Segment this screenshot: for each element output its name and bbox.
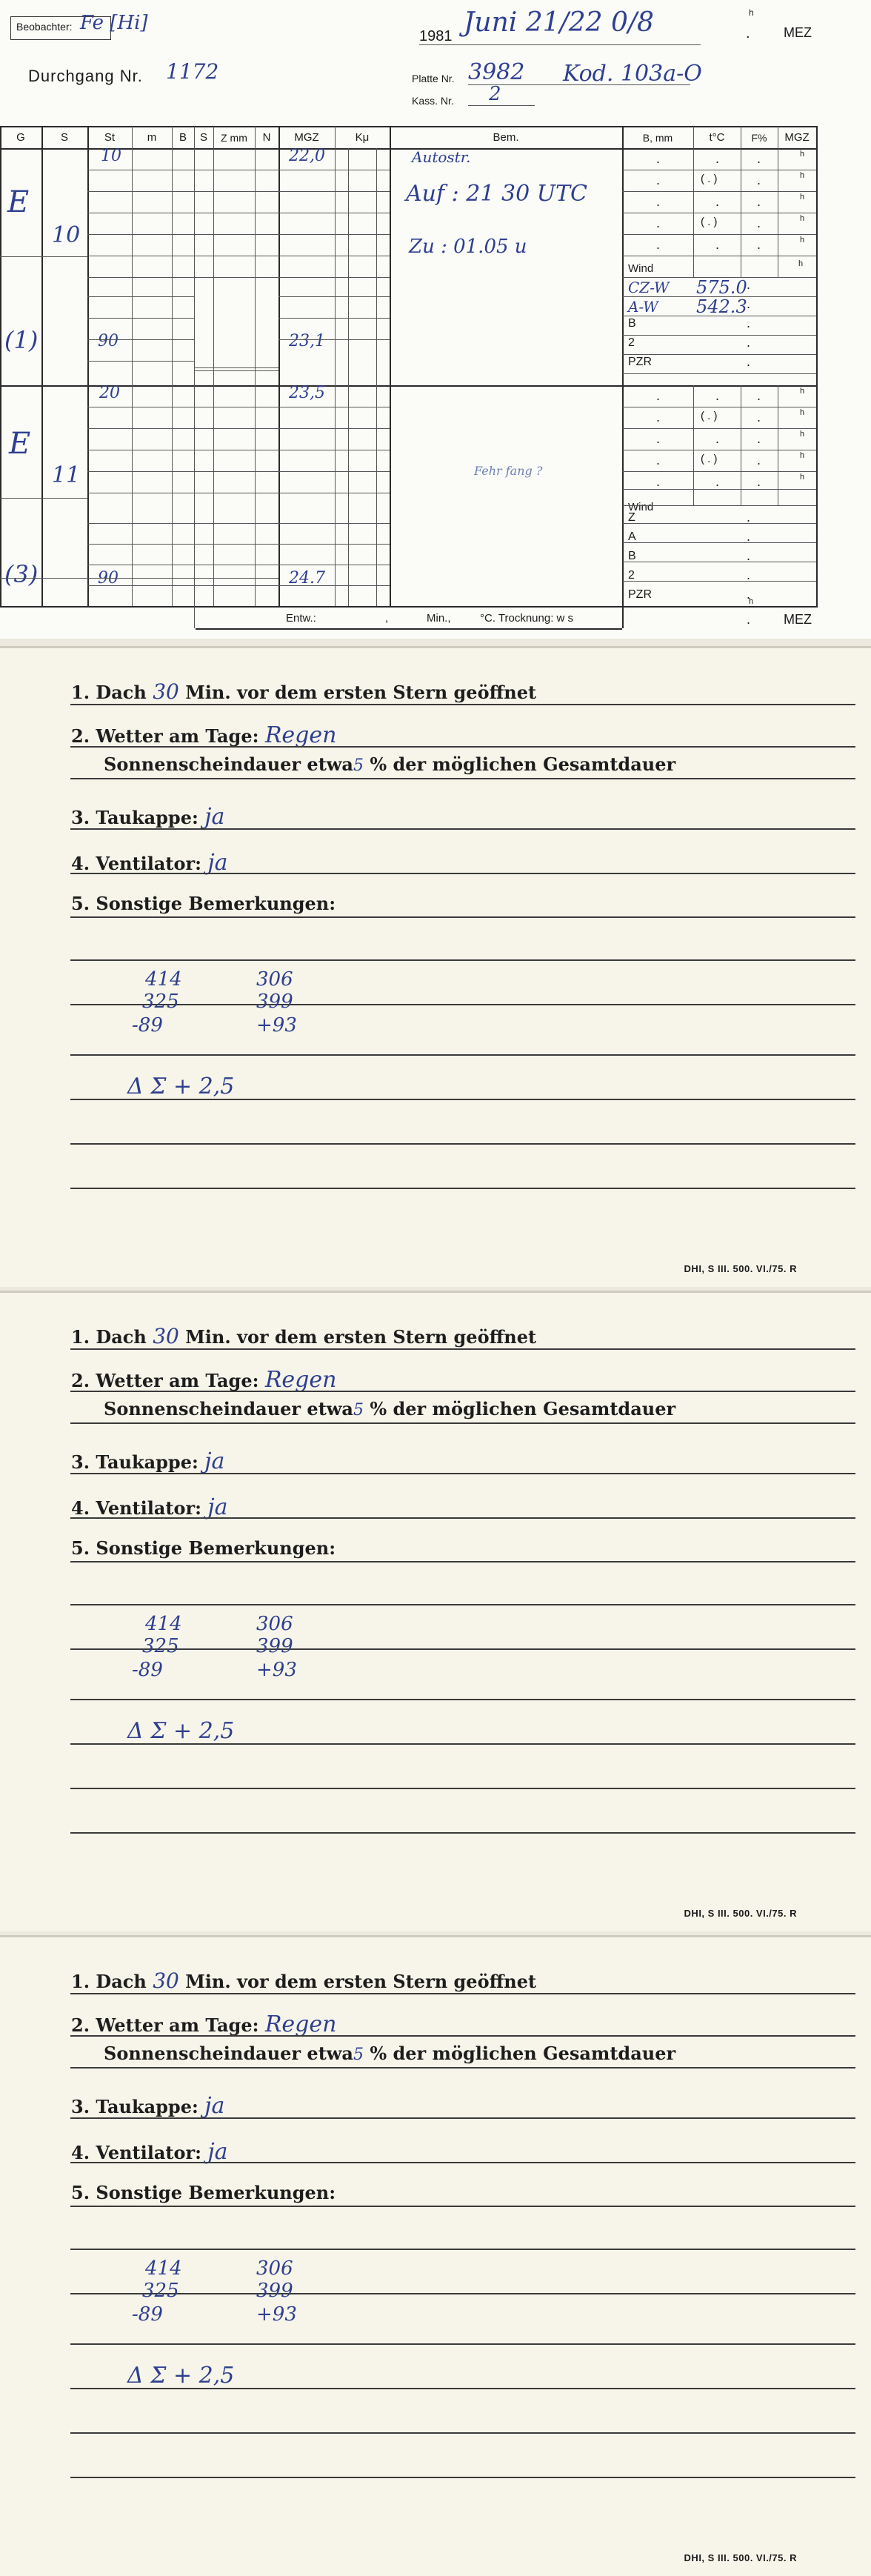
- observer-value: Fe [Hi]: [80, 12, 148, 34]
- form-line-4: 4. Ventilator: ja: [71, 850, 228, 876]
- block1-paren: (1): [4, 326, 39, 354]
- wind-row-label: B: [628, 317, 636, 330]
- kass-value: 2: [489, 83, 501, 105]
- ventilator-value: ja: [207, 2139, 228, 2165]
- sonnen-value: 5: [353, 756, 364, 775]
- ventilator-value: ja: [207, 850, 228, 876]
- block2-g: E: [9, 427, 31, 461]
- footer-mez: MEZ: [784, 612, 812, 627]
- wind-row-label: B: [628, 550, 636, 562]
- form-line-3: 3. Taukappe: ja: [71, 804, 225, 830]
- calc-r3-a: -89: [132, 1014, 163, 1036]
- kass-underline: [468, 105, 535, 106]
- mez-label: MEZ: [784, 25, 812, 40]
- form-line-2: 2. Wetter am Tage: Regen: [71, 722, 337, 748]
- col-s2: S: [199, 131, 207, 144]
- col-z-mm: Z mm: [221, 132, 247, 144]
- calc-r3-a: -89: [132, 1659, 163, 1681]
- form-line-1: 1. Dach 30 Min. vor dem ersten Stern geöffnet: [71, 1324, 537, 1348]
- delta-sum: Δ Σ + 2,5: [127, 1718, 235, 1744]
- wind-row-label: Z: [628, 511, 635, 524]
- form-line-2b: Sonnenscheindauer etwa5 % der möglichen Gesamtdauer: [104, 753, 676, 775]
- form-line-1: 1. Dach 30 Min. vor dem ersten Stern geöffnet: [71, 1968, 537, 1993]
- wind-row-label: PZR: [628, 588, 652, 601]
- taukappe-value: ja: [204, 804, 225, 830]
- col-n: N: [262, 131, 271, 144]
- block1-bem-1: Autostr.: [412, 148, 471, 166]
- calc-r1-a: 414: [145, 2257, 182, 2280]
- wind-row-label: CZ-W: [628, 279, 670, 296]
- kass-label: Kass. Nr.: [412, 95, 454, 107]
- calc-r2-a: 325: [142, 991, 179, 1013]
- form-reference: DHI, S III. 500. VI./75. R: [684, 1908, 797, 1919]
- col-m: m: [147, 131, 157, 144]
- calc-r1-a: 414: [145, 968, 182, 991]
- min-label: Min.,: [427, 612, 451, 625]
- wind-row-label: 2: [628, 569, 635, 582]
- form-line-2b: Sonnenscheindauer etwa5 % der möglichen Gesamtdauer: [104, 2043, 676, 2064]
- block1-wind-label: Wind: [628, 262, 654, 275]
- calc-r1-a: 414: [145, 1613, 182, 1635]
- form-line-2: 2. Wetter am Tage: Regen: [71, 1367, 337, 1393]
- dach-value: 30: [153, 1968, 179, 1993]
- calc-r2-b: 399: [256, 991, 293, 1013]
- block1-s: 10: [52, 222, 81, 248]
- wetter-value: Regen: [264, 1367, 337, 1393]
- col-g: G: [16, 131, 25, 144]
- wind-row-value: 542.3: [696, 296, 747, 317]
- h-mark: h: [749, 7, 754, 18]
- calc-r2-b: 399: [256, 1635, 293, 1657]
- calc-r3-b: +93: [256, 1014, 297, 1036]
- wetter-value: Regen: [264, 2011, 337, 2037]
- remarks-card: [0, 646, 871, 1287]
- block1-st-last: 90: [98, 332, 119, 350]
- form-line-2: 2. Wetter am Tage: Regen: [71, 2011, 337, 2037]
- observer-label: Beobachter:: [16, 21, 73, 33]
- remarks-card: [0, 1291, 871, 1931]
- platte-underline: [468, 84, 690, 85]
- taukappe-value: ja: [204, 2093, 225, 2119]
- platte-extra: Kod. 103a-O: [563, 61, 702, 87]
- block2-wind-label: Wind: [628, 501, 654, 513]
- footer-h: h: [749, 597, 754, 606]
- sonnen-value: 5: [353, 1401, 364, 1420]
- block2-s: 11: [52, 462, 81, 488]
- block1-bem-2: Auf : 21 30 UTC: [406, 181, 587, 207]
- remarks-card: [0, 1935, 871, 2576]
- dach-value: 30: [153, 1324, 179, 1348]
- calc-r3-a: -89: [132, 2303, 163, 2326]
- wind-row-label: A-W: [628, 298, 658, 316]
- calc-r2-b: 399: [256, 2280, 293, 2302]
- form-line-5: 5. Sonstige Bemerkungen:: [71, 2182, 336, 2203]
- dach-value: 30: [153, 679, 179, 704]
- observation-card: Beobachter: Fe [Hi] 1981 Juni 21/22 0/8 h . MEZ Durchgang Nr. 1172 Platte Nr. 3982 Kod. 103a-O Kass. Nr. 2 G S St m B S Z mm N MGZ Kμ Bem. B, mm t°C F% MGZ E 10 (1) 10 90 22,0 23,1 Autostr. Auf : 21 30 UTC Zu : 01.05 u Wind h E 11 (3) 20 90 23,5 24.7 Fehr fang ? Wind Entw.: , Min., °C. Trocknung: w s h . MEZ . . . h . ( . ) . h . . . h . ( . ) . h . . . h . . . h . ( . ) . h . . . h . ( . ) . h . . . h CZ-W . 575.0 A-W . 542.3 B . 2 . PZR . Z . A . B . 2 . PZR .: [0, 0, 871, 639]
- block1-mgz-first: 22,0: [289, 147, 325, 165]
- form-line-3: 3. Taukappe: ja: [71, 2093, 225, 2119]
- platte-label: Platte Nr.: [412, 73, 455, 84]
- col-s: S: [60, 131, 68, 144]
- col-humidity: F%: [751, 132, 767, 144]
- calc-r2-a: 325: [142, 2280, 179, 2302]
- col-mgz: MGZ: [294, 131, 319, 144]
- calc-r1-b: 306: [256, 2257, 293, 2280]
- delta-sum: Δ Σ + 2,5: [127, 2363, 235, 2389]
- form-line-5: 5. Sonstige Bemerkungen:: [71, 893, 336, 914]
- block2-mgz-last: 24.7: [289, 569, 325, 588]
- wind-row-label: A: [628, 530, 636, 543]
- form-line-4: 4. Ventilator: ja: [71, 2139, 228, 2165]
- calc-r1-b: 306: [256, 1613, 293, 1635]
- durchgang-value: 1172: [166, 59, 219, 84]
- form-line-1: 1. Dach 30 Min. vor dem ersten Stern geöffnet: [71, 679, 537, 704]
- block2-bem-1: Fehr fang ?: [474, 464, 543, 478]
- date-year: 1981: [419, 28, 453, 44]
- date-value: Juni 21/22 0/8: [464, 7, 654, 38]
- block2-paren: (3): [4, 560, 39, 588]
- col-kmu: Kμ: [355, 131, 370, 144]
- form-line-3: 3. Taukappe: ja: [71, 1448, 225, 1474]
- wind-row-label: 2: [628, 336, 635, 349]
- calc-r3-b: +93: [256, 2303, 297, 2326]
- form-line-4: 4. Ventilator: ja: [71, 1494, 228, 1520]
- col-mgz-2: MGZ: [784, 131, 810, 144]
- form-reference: DHI, S III. 500. VI./75. R: [684, 1263, 797, 1274]
- block1-bem-3: Zu : 01.05 u: [409, 236, 527, 258]
- wind-row-value: 575.0: [696, 277, 747, 298]
- block1-g: E: [7, 185, 30, 219]
- form-line-2b: Sonnenscheindauer etwa5 % der möglichen Gesamtdauer: [104, 1398, 676, 1420]
- block1-mgz-last: 23,1: [289, 332, 325, 350]
- ventilator-value: ja: [207, 1494, 228, 1520]
- col-st: St: [104, 131, 116, 144]
- delta-sum: Δ Σ + 2,5: [127, 1074, 235, 1099]
- block2-st-last: 90: [98, 569, 119, 588]
- calc-r2-a: 325: [142, 1635, 179, 1657]
- durchgang-label: Durchgang Nr.: [28, 67, 143, 85]
- form-line-5: 5. Sonstige Bemerkungen:: [71, 1537, 336, 1559]
- trocknung-label: °C. Trocknung: w s: [480, 612, 574, 625]
- col-bem: Bem.: [493, 131, 519, 144]
- block2-st-first: 20: [99, 384, 120, 402]
- calc-r3-b: +93: [256, 1659, 297, 1681]
- wind-row-label: PZR: [628, 356, 652, 368]
- block2-mgz-first: 23,5: [289, 384, 325, 402]
- sonnen-value: 5: [353, 2046, 364, 2064]
- block1-st-first: 10: [101, 147, 121, 165]
- entw-label: Entw.:: [286, 612, 316, 625]
- col-b-mm: B, mm: [642, 132, 673, 144]
- taukappe-value: ja: [204, 1448, 225, 1474]
- wetter-value: Regen: [264, 722, 337, 748]
- col-temp: t°C: [709, 131, 725, 144]
- date-underline: [419, 44, 701, 45]
- calc-r1-b: 306: [256, 968, 293, 991]
- col-b: B: [178, 131, 187, 144]
- platte-value: 3982: [468, 59, 525, 85]
- form-reference: DHI, S III. 500. VI./75. R: [684, 2552, 797, 2563]
